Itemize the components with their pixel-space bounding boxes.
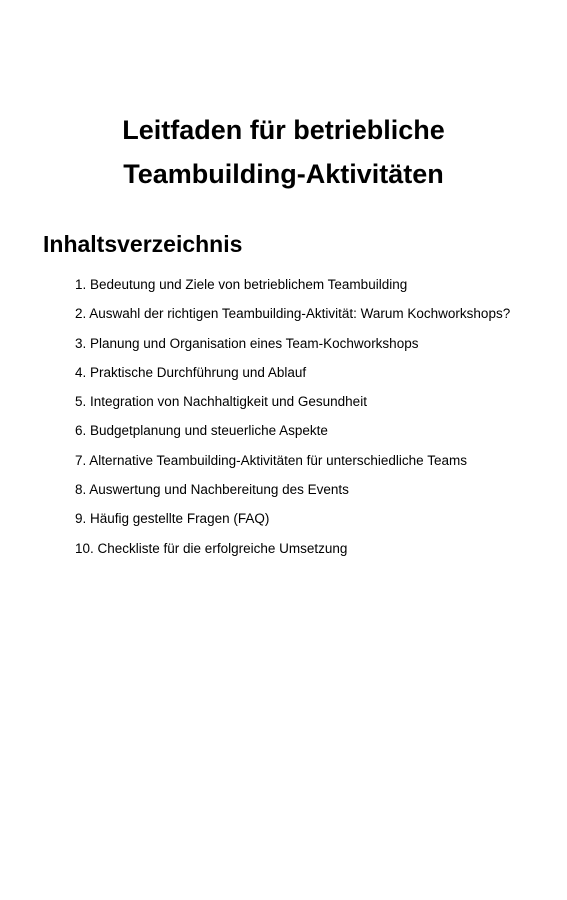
toc-heading: Inhaltsverzeichnis <box>43 231 243 257</box>
toc-item-1: 1. Bedeutung und Ziele von betrieblichem Teambuilding <box>75 277 408 292</box>
toc-item-9: 9. Häufig gestellte Fragen (FAQ) <box>75 511 270 527</box>
toc-item-7: 7. Alternative Teambuilding-Aktivitäten für unterschiedliche Teams <box>75 452 467 468</box>
toc-list <box>75 275 510 568</box>
toc-item-6: 6. Budgetplanung und steuerliche Aspekte <box>75 423 328 439</box>
toc-item-5: 5. Integration von Nachhaltigkeit und Gesundheit <box>75 394 367 410</box>
toc-item-3: 3. Planung und Organisation eines Team-Kochworkshops <box>75 335 419 351</box>
document-title <box>0 108 567 196</box>
document-title-line-2: Teambuilding-Aktivitäten <box>123 159 444 189</box>
toc-item-4: 4. Praktische Durchführung und Ablauf <box>75 364 307 380</box>
toc-item-8: 8. Auswertung und Nachbereitung des Events <box>75 482 349 498</box>
document-title-line-1: Leitfaden für betriebliche <box>122 115 445 145</box>
toc-item-10: 10. Checkliste für die erfolgreiche Umsetzung <box>75 540 348 556</box>
toc-item-2: 2. Auswahl der richtigen Teambuilding-Aktivität: Warum Kochworkshops? <box>75 306 511 322</box>
